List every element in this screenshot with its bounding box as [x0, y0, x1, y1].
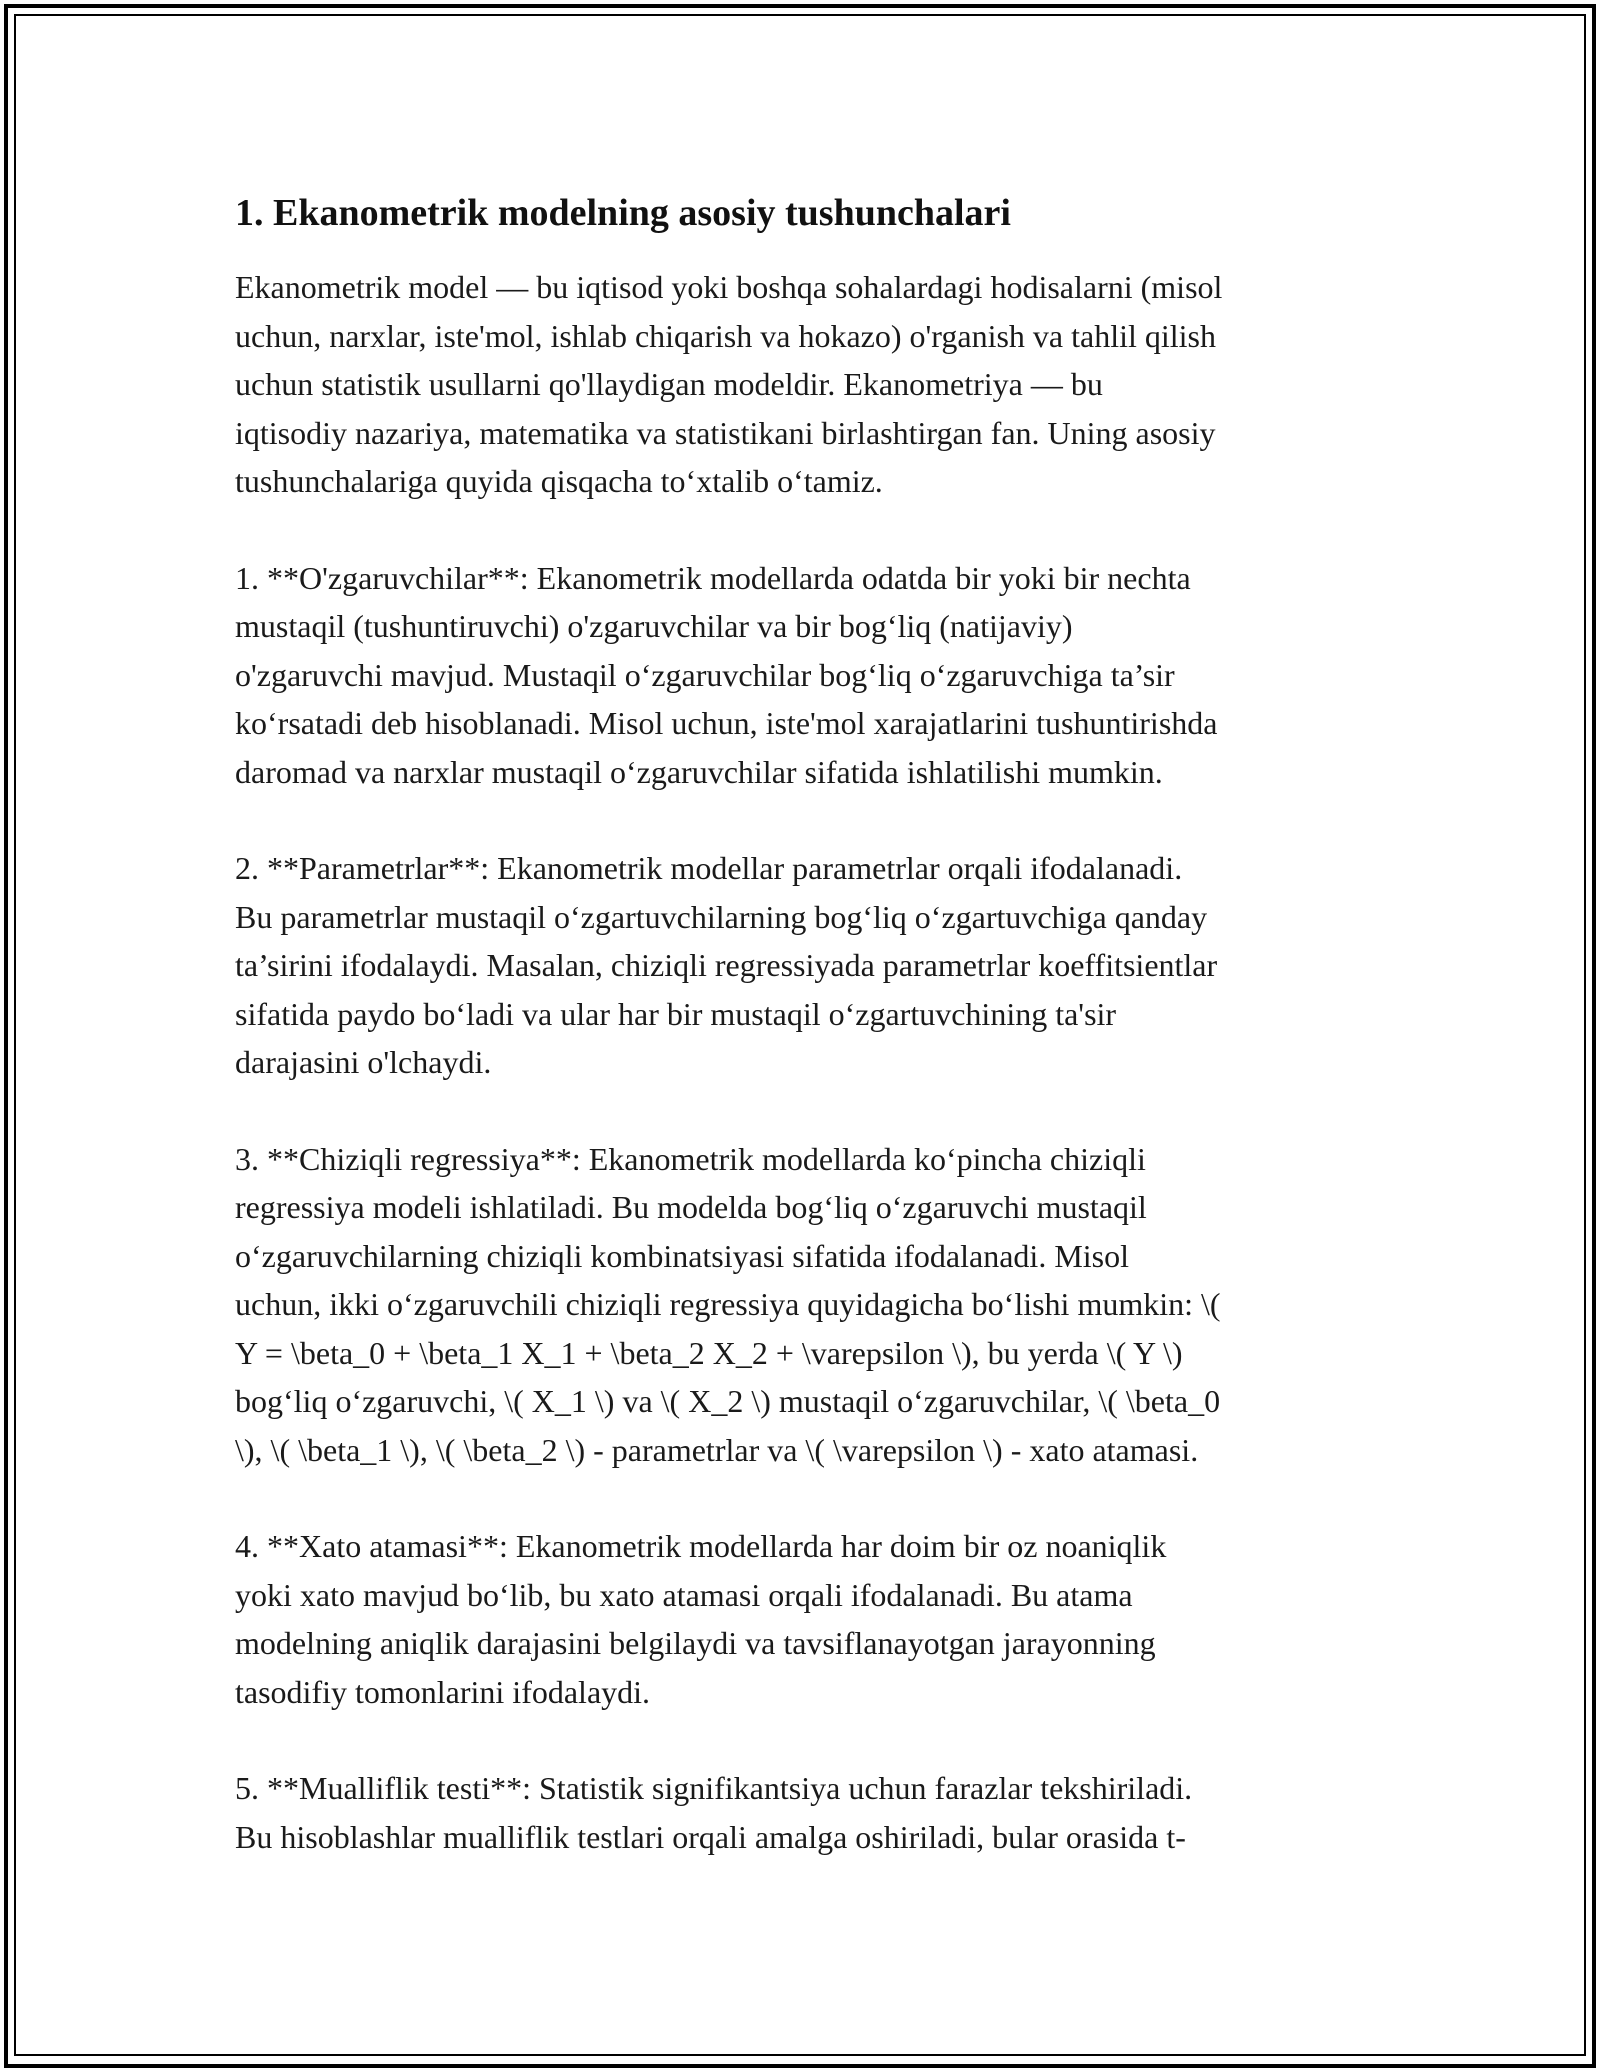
paragraph-significance-test: 5. **Mualliflik testi**: Statistik signifikantsiya uchun farazlar tekshiriladi. Bu hisoblashlar mualliflik testlari orqali amalga oshiriladi, bular orasida t-	[235, 1770, 1193, 1855]
paragraph-parameters: 2. **Parametrlar**: Ekanometrik modellar parametrlar orqali ifodalanadi. Bu parametrlar mustaqil o‘zgartuvchilarning bog‘liq o‘zgartuvchiga qanday ta’sirini ifodalaydi. Masalan, chiziqli regressiyada parametrlar koeffitsientlar sifatida paydo bo‘ladi va ular har bir mustaqil o‘zgartuvchining ta'sir darajasini o'lchaydi.	[235, 850, 1218, 1080]
section-heading: 1. Ekanometrik modelning asosiy tushunchalari	[235, 192, 1011, 234]
paragraph-linear-regression: 3. **Chiziqli regressiya**: Ekanometrik modellarda ko‘pincha chiziqli regressiya modeli ishlatiladi. Bu modelda bog‘liq o‘zgaruvchi mustaqil o‘zgaruvchilarning chiziqli kombinatsiyasi sifatida ifodalanadi. Misol uchun, ikki o‘zgaruvchili chiziqli regressiya quyidagicha bo‘lishi mumkin: \( Y = \beta_0 + \beta_1 X_1 + \beta_2 X_2 + \varepsilon \), bu yerda \( Y \) bog‘liq o‘zgaruvchi, \( X_1 \) va \( X_2 \) mustaqil o‘zgaruvchilar, \( \beta_0 \), \( \beta_1 \), \( \beta_2 \) - parametrlar va \( \varepsilon \) - xato atamasi.	[235, 1140, 1221, 1468]
document-body	[235, 185, 1375, 1909]
paragraph-intro: Ekanometrik model — bu iqtisod yoki boshqa sohalardagi hodisalarni (misol uchun, narxlar, iste'mol, ishlab chiqarish va hokazo) o'rganish va tahlil qilish uchun statistik usullarni qo'llaydigan modeldir. Ekanometriya — bu iqtisodiy nazariya, matematika va statistikani birlashtirgan fan. Uning asosiy tushunchalariga quyida qisqacha to‘xtalib o‘tamiz.	[235, 269, 1223, 499]
paragraph-error-term: 4. **Xato atamasi**: Ekanometrik modellarda har doim bir oz noaniqlik yoki xato mavjud bo‘lib, bu xato atamasi orqali ifodalanadi. Bu atama modelning aniqlik darajasini belgilaydi va tavsiflanayotgan jarayonning tasodifiy tomonlarini ifodalaydi.	[235, 1528, 1167, 1710]
paragraph-variables: 1. **O'zgaruvchilar**: Ekanometrik modellarda odatda bir yoki bir nechta mustaqil (tushuntiruvchi) o'zgaruvchilar va bir bog‘liq (natijaviy) o'zgaruvchi mavjud. Mustaqil o‘zgaruvchilar bog‘liq o‘zgaruvchiga ta’sir ko‘rsatadi deb hisoblanadi. Misol uchun, iste'mol xarajatlarini tushuntirishda daromad va narxlar mustaqil o‘zgaruvchilar sifatida ishlatilishi mumkin.	[235, 559, 1218, 790]
